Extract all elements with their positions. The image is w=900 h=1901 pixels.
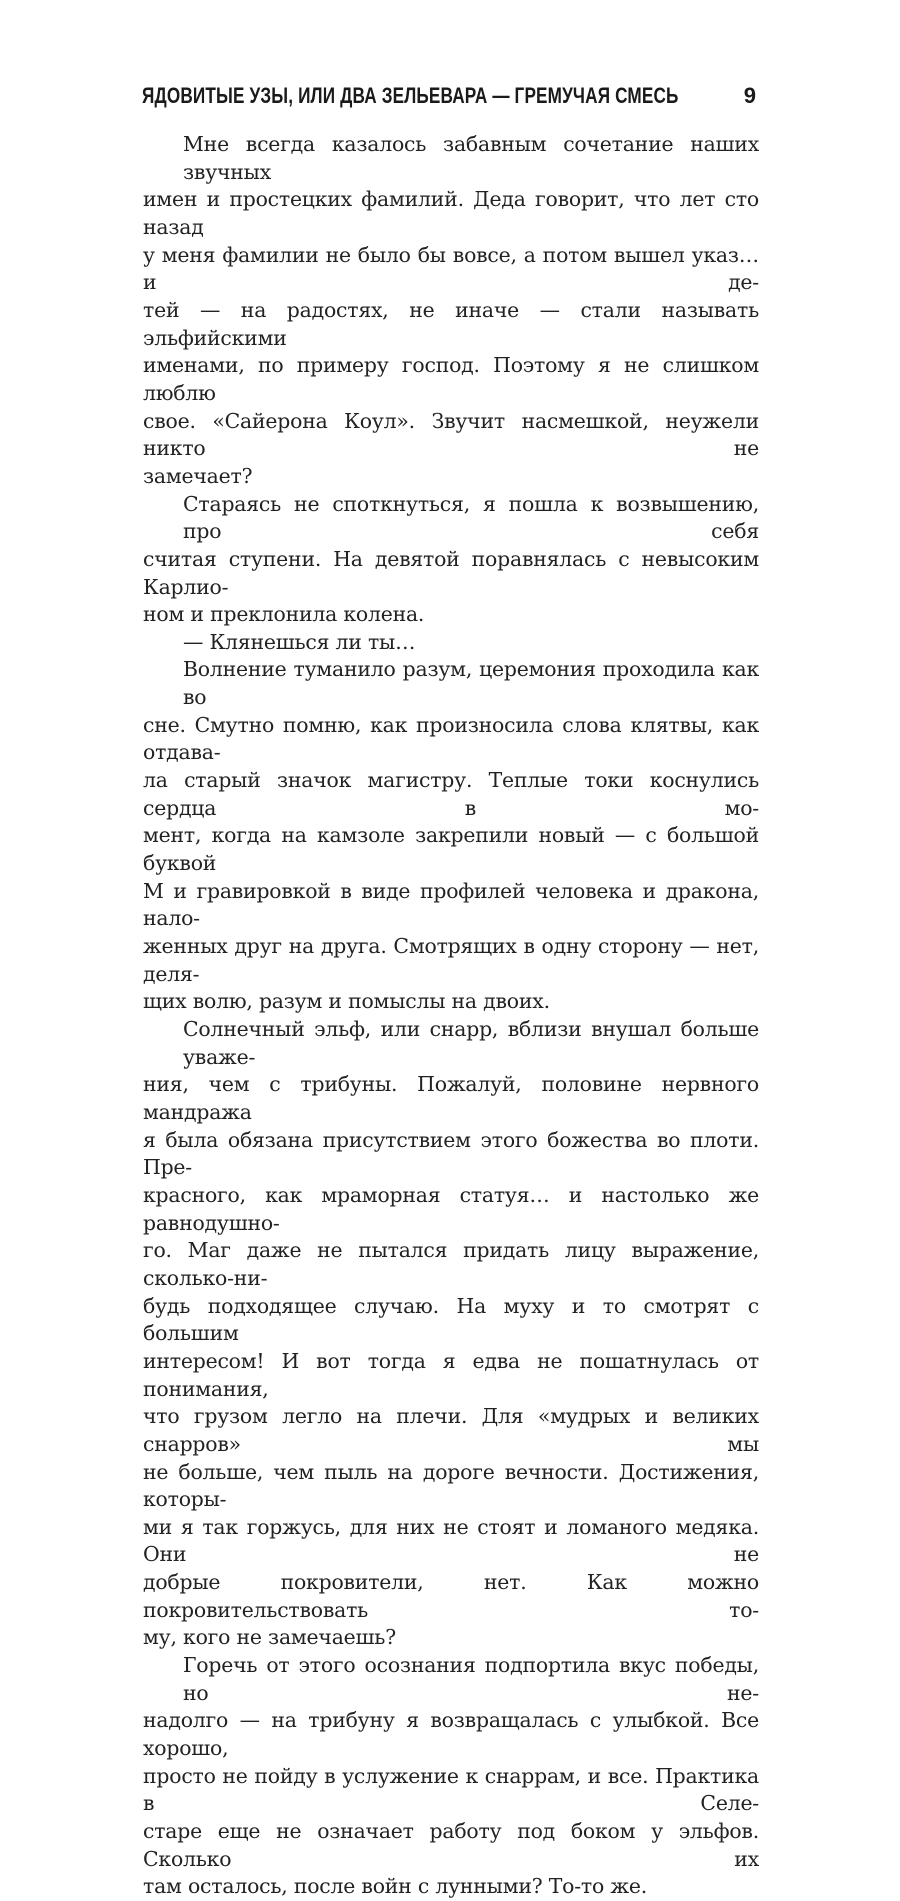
text-line: ми я так горжусь, для них не стоят и ломаного медяка. Они не [143,1514,759,1567]
text-line: старе еще не означает работу под боком у эльфов. Сколько их [143,1819,759,1871]
text-line: сне. Смутно помню, как произносила слова клятвы, как отдава- [143,712,759,765]
text-line: Мне всегда казалось забавным сочетание наших звучных [183,132,759,184]
text-line: ном и преклонила колена. [143,602,425,627]
text-line: будь подходящее случаю. На муху и то смотрят с большим [143,1293,759,1346]
text-line: просто не пойду в услужение к снаррам, и все. Практика в Селе- [143,1763,759,1816]
body-text [143,131,759,1901]
text-line: имен и простецких фамилий. Деда говорит, что лет сто назад [143,187,759,239]
text-line: красного, как мраморная статуя… и настолько же равнодушно- [143,1182,759,1235]
text-line: тей — на радостях, не иначе — стали называть эльфийскими [143,297,759,350]
text-line: свое. «Сайерона Коул». Звучит насмешкой, неужели никто не [143,408,759,461]
text-line: женных друг на друга. Смотрящих в одну сторону — нет, деля- [143,934,759,986]
paragraph [143,1016,759,1652]
text-line: что грузом легло на плечи. Для «мудрых и великих снарров» мы [143,1404,759,1456]
text-line: му, кого не замечаешь? [143,1625,396,1650]
text-line: замечает? [143,463,253,488]
text-line: считая ступени. На девятой поравнялась с невысоким Карлио- [143,546,759,599]
paragraph [143,491,759,629]
paragraph [143,656,759,1016]
text-line: Солнечный эльф, или снарр, вблизи внушал больше уваже- [183,1017,759,1069]
text-line: — Клянешься ли ты… [183,629,416,654]
text-line: мент, когда на камзоле закрепили новый — с большой буквой [143,823,759,876]
running-header [142,83,758,113]
text-line: Стараясь не споткнуться, я пошла к возвышению, про себя [183,491,759,544]
paragraph [143,1652,759,1901]
text-line: Горечь от этого осознания подпортила вкус победы, но не- [183,1653,759,1705]
text-line: интересом! И вот тогда я едва не пошатнулась от понимания, [143,1348,759,1401]
text-line: щих волю, разум и помыслы на двоих. [143,989,550,1014]
paragraph [143,629,759,657]
text-line: ла старый значок магистру. Теплые токи коснулись сердца в мо- [143,768,759,820]
text-line: я была обязана присутствием этого божества во плоти. Пре- [143,1127,759,1180]
page-number: 9 [743,83,756,108]
text-line: М и гравировкой в виде профилей человека и дракона, нало- [143,878,759,931]
text-line: го. Маг даже не пытался придать лицу выражение, сколько-ни- [143,1238,759,1290]
running-title: ЯДОВИТЫЕ УЗЫ, ИЛИ ДВА ЗЕЛЬЕВАРА — ГРЕМУЧАЯ СМЕСЬ [142,83,679,108]
paragraph [143,131,759,491]
text-line: у меня фамилии не было бы вовсе, а потом вышел указ… и де- [143,242,759,295]
text-line: ния, чем с трибуны. Пожалуй, половине нервного мандража [143,1072,759,1124]
text-line: не больше, чем пыль на дороге вечности. Достижения, которы- [143,1459,759,1512]
text-line: именами, по примеру господ. Поэтому я не слишком люблю [143,353,759,405]
text-line: надолго — на трибуну я возвращалась с улыбкой. Все хорошо, [143,1708,759,1761]
text-line: Волнение туманило разум, церемония проходила как во [183,657,759,710]
text-line: добрые покровители, нет. Как можно покровительствовать то- [143,1570,759,1622]
text-line: там осталось, после войн с лунными? То-то же. [143,1874,648,1899]
